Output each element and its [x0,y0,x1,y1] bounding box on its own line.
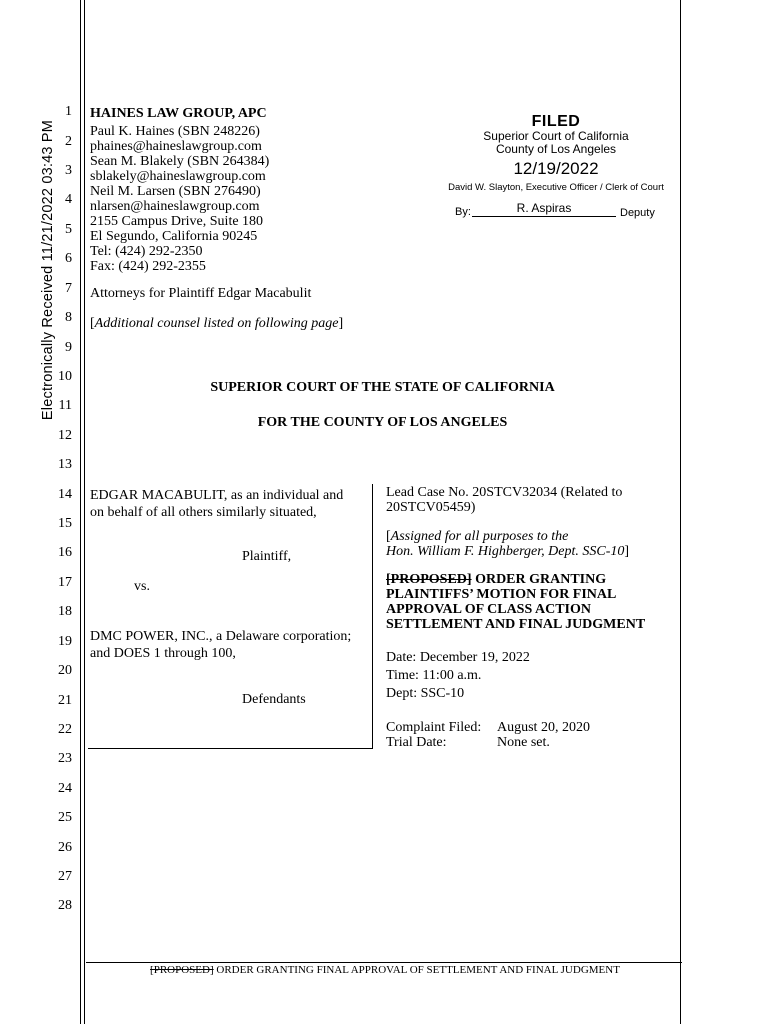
line-number: 16 [58,545,72,560]
filed-stamp-deputy-label: Deputy [620,207,655,219]
additional-counsel-note: [Additional counsel listed on following page] [90,316,344,331]
attorneys-for: Attorneys for Plaintiff Edgar Macabulit [90,286,312,301]
filed-stamp [438,113,674,194]
hearing-info [386,649,530,703]
filed-stamp-county: County of Los Angeles [495,142,617,156]
line-number: 23 [58,751,72,766]
counsel-line: sblakely@haineslawgroup.com [90,169,266,184]
case-number [386,485,622,515]
electronically-received-stamp: Electronically Received 11/21/2022 03:43 PM [40,119,56,421]
filed-stamp-officer: David W. Slayton, Executive Officer / Clerk of Court [448,182,664,193]
document-title-line2: PLAINTIFFS’ MOTION FOR FINAL [386,587,617,602]
trial-date-value: None set. [497,735,550,750]
plaintiff-line1: EDGAR MACABULIT, as an individual and [90,488,344,503]
line-number: 27 [58,869,72,884]
footer-proposed-stricken: [PROPOSED] [150,964,214,976]
filed-stamp-court: Superior Court of California [483,129,629,143]
line-number: 14 [58,487,72,502]
caption-bottom-rule [88,748,373,749]
counsel-line: El Segundo, California 90245 [90,229,258,244]
complaint-filed-label: Complaint Filed: [386,720,482,735]
line-number: 7 [65,281,72,296]
court-heading-county: FOR THE COUNTY OF LOS ANGELES [257,415,508,430]
line-number: 11 [58,398,72,413]
filed-stamp-clerk: R. Aspiras [516,201,572,215]
margin-rule-left-1 [80,0,81,1024]
assigned-line1: Assigned for all purposes to the [390,529,569,544]
case-number-line2: 20STCV05459) [386,500,476,515]
line-number: 2 [65,134,72,149]
line-number: 3 [65,163,72,178]
margin-rule-right [680,0,681,1024]
counsel-line: Neil M. Larsen (SBN 276490) [90,184,261,199]
plaintiff-label: Plaintiff, [242,549,292,564]
line-number: 24 [58,781,72,796]
margin-rule-left-2 [84,0,85,1024]
line-number: 28 [58,898,72,913]
footer-rule [86,962,682,963]
counsel-line: Fax: (424) 292-2355 [90,259,206,274]
document-title-line1: ORDER GRANTING [475,572,607,587]
defendant-line2: and DOES 1 through 100, [90,646,236,661]
line-number: 21 [58,693,72,708]
defendant-line1: DMC POWER, INC., a Delaware corporation; [90,629,352,644]
line-number: 6 [65,251,72,266]
line-number: 10 [58,369,72,384]
hearing-dept: Dept: SSC-10 [386,686,465,701]
document-title-line3: APPROVAL OF CLASS ACTION [386,602,591,617]
filed-stamp-title: FILED [531,113,581,130]
line-number: 9 [65,340,72,355]
line-number: 18 [58,604,72,619]
hearing-time: Time: 11:00 a.m. [386,668,482,683]
footer-text: ORDER GRANTING FINAL APPROVAL OF SETTLEMENT AND FINAL JUDGMENT [213,964,620,976]
counsel-line: Sean M. Blakely (SBN 264384) [90,154,270,169]
counsel-line: Paul K. Haines (SBN 248226) [90,124,260,139]
complaint-filed-value: August 20, 2020 [497,720,590,735]
line-number: 26 [58,840,72,855]
line-number: 22 [58,722,72,737]
counsel-line: nlarsen@haineslawgroup.com [90,199,260,214]
proposed-stricken: [PROPOSED] [386,572,472,587]
line-number: 15 [58,516,72,531]
footer-caption [88,964,682,976]
line-number: 12 [58,428,72,443]
line-number: 17 [58,575,72,590]
counsel-block [90,106,269,274]
counsel-line: 2155 Campus Drive, Suite 180 [90,214,264,229]
defendants-label: Defendants [242,692,306,707]
counsel-line: phaines@haineslawgroup.com [90,139,262,154]
plaintiff-line2: on behalf of all others similarly situated, [90,505,317,520]
line-number: 1 [65,104,72,119]
filed-stamp-by-label: By: [455,206,471,218]
hearing-date: Date: December 19, 2022 [386,650,530,665]
line-number: 25 [58,810,72,825]
line-number: 20 [58,663,72,678]
trial-date-label: Trial Date: [386,735,447,750]
caption-divider [372,484,373,748]
document-title [386,572,645,632]
line-number: 8 [65,310,72,325]
line-number: 19 [58,634,72,649]
line-number: 5 [65,222,72,237]
law-firm-name: HAINES LAW GROUP, APC [90,106,267,121]
versus-label: vs. [134,579,150,594]
filed-stamp-signature-line [472,216,616,217]
additional-counsel-text: Additional counsel listed on following page [94,316,339,331]
counsel-line: Tel: (424) 292-2350 [90,244,203,259]
filed-stamp-date: 12/19/2022 [513,159,599,178]
assigned-line2: Hon. William F. Highberger, Dept. SSC-10 [386,544,625,559]
case-number-line1: Lead Case No. 20STCV32034 (Related to [386,485,623,500]
assignment-note: [Assigned for all purposes to the Hon. William F. Highberger, Dept. SSC-10] [386,529,630,559]
line-number: 4 [65,192,72,207]
line-number: 13 [58,457,72,472]
document-title-line4: SETTLEMENT AND FINAL JUDGMENT [386,617,646,632]
court-heading-state: SUPERIOR COURT OF THE STATE OF CALIFORNIA [210,380,555,395]
